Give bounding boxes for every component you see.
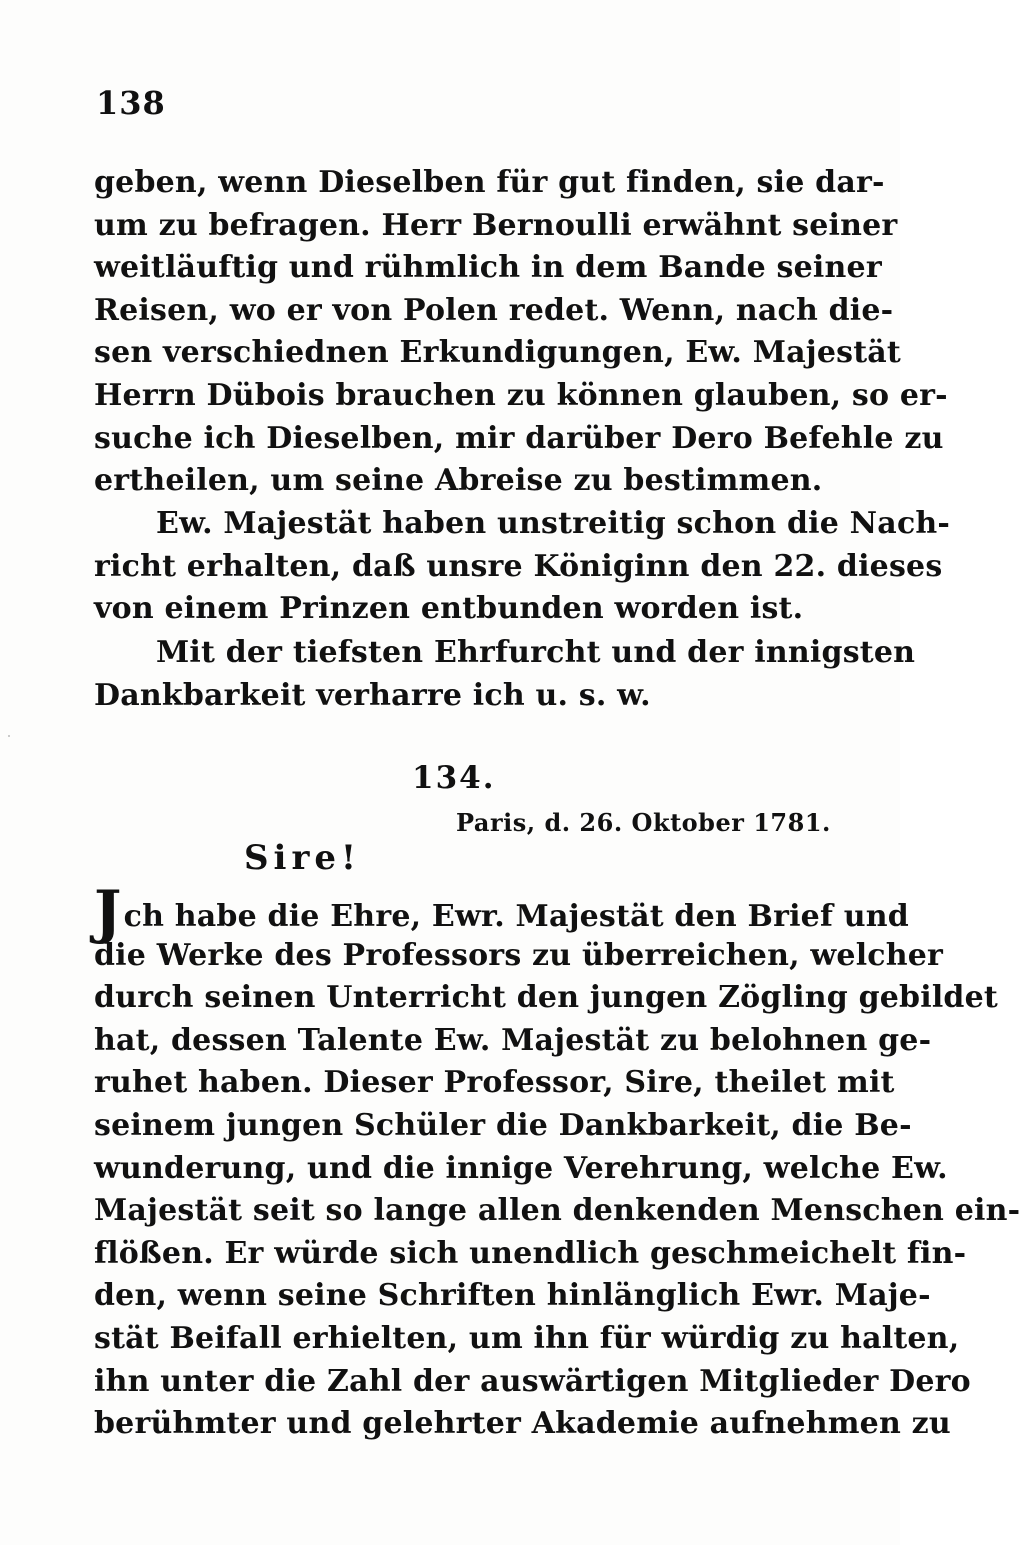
text-line: den, wenn seine Schriften hinlänglich Ewr. Maje-	[94, 1278, 931, 1314]
drop-cap: J	[94, 878, 122, 946]
text-line: Ew. Majestät haben unstreitig schon die Nach-	[156, 506, 951, 541]
letter-number: 134.	[412, 760, 496, 796]
text-line: stät Beifall erhielten, um ihn für würdig zu halten,	[94, 1320, 960, 1356]
text-line: Majestät seit so lange allen denkenden Menschen ein-	[94, 1193, 1020, 1229]
text-line: ruhet haben. Dieser Professor, Sire, theilet mit	[94, 1065, 895, 1101]
text-line: um zu befragen. Herr Bernoulli erwähnt seiner	[94, 207, 898, 243]
letter-salutation: Sire!	[244, 838, 361, 878]
text-line: berühmter und gelehrter Akademie aufnehmen zu	[94, 1406, 951, 1442]
text-line: Herrn Dübois brauchen zu können glauben, so er-	[94, 377, 948, 413]
paragraph-continuation	[94, 162, 948, 503]
text-line: ihn unter die Zahl der auswärtigen Mitglieder Dero	[94, 1363, 971, 1399]
paper-speck	[8, 735, 10, 737]
paragraph-closing	[94, 632, 916, 717]
text-line: durch seinen Unterricht den jungen Zögling gebildet	[94, 980, 998, 1016]
text-line: sen verschiednen Erkundigungen, Ew. Majestät	[94, 335, 901, 371]
text-line: Mit der tiefsten Ehrfurcht und der innigsten	[156, 635, 916, 670]
text-line: von einem Prinzen entbunden worden ist.	[94, 591, 804, 627]
letter-body	[94, 878, 1020, 1446]
text-line	[94, 878, 909, 946]
text-line: wunderung, und die innige Verehrung, welche Ew.	[94, 1150, 948, 1186]
text-line: richt erhalten, daß unsre Königinn den 22. dieses	[94, 548, 943, 584]
text-line: weitläuftig und rühmlich in dem Bande seiner	[94, 250, 882, 286]
paragraph-queen-news	[94, 503, 951, 631]
text-line: die Werke des Professors zu überreichen, welcher	[94, 937, 944, 973]
text-line: seinem jungen Schüler die Dankbarkeit, die Be-	[94, 1107, 912, 1143]
text-line: Dankbarkeit verharre ich u. s. w.	[94, 677, 651, 713]
page-number: 138	[96, 84, 166, 122]
text-line: hat, dessen Talente Ew. Majestät zu belohnen ge-	[94, 1022, 932, 1058]
text-line: Reisen, wo er von Polen redet. Wenn, nach die-	[94, 292, 894, 328]
letter-dateline: Paris, d. 26. Oktober 1781.	[456, 808, 831, 837]
text-line: geben, wenn Dieselben für gut finden, sie dar-	[94, 165, 885, 200]
text-line: flößen. Er würde sich unendlich geschmeichelt fin-	[94, 1235, 967, 1271]
text-line: ertheilen, um seine Abreise zu bestimmen.	[94, 463, 823, 499]
text-line: suche ich Dieselben, mir darüber Dero Befehle zu	[94, 420, 944, 456]
text-line-rest: ch habe die Ehre, Ewr. Majestät den Brief und	[123, 899, 909, 934]
